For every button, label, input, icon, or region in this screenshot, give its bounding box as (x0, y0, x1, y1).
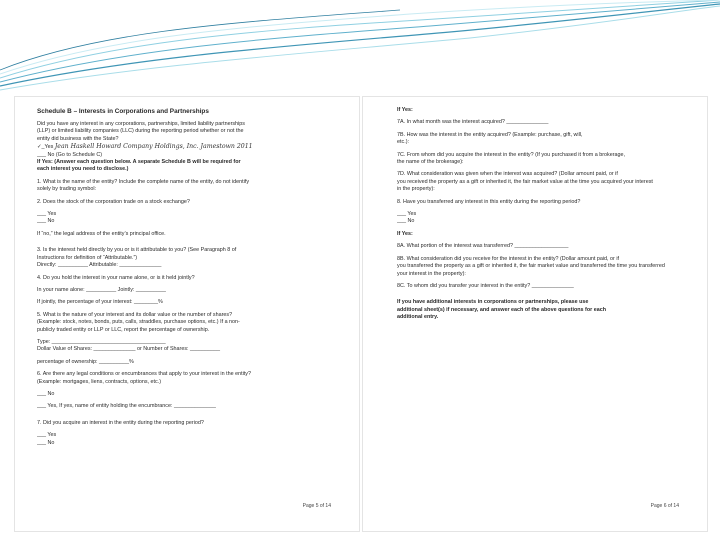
additional-interests-note: If you have additional interests in corporations or partnerships, please use (397, 299, 589, 306)
page-footer: Page 6 of 14 (650, 503, 679, 509)
intro-question-line: entity did business with the State? (37, 135, 119, 142)
q8-no: ___ No (397, 218, 415, 225)
question-8b: 8B. What consideration did you receive for the interest in the entity? (Dollar amount paid, or if (397, 255, 620, 262)
additional-interests-note: additional sheet(s) if necessary, and answer each of the above questions for each (397, 306, 606, 313)
additional-interests-note: additional entry. (397, 314, 439, 321)
q2-no: ___ No (37, 218, 55, 225)
q6-yes: ___ Yes, If yes, name of entity holding the encumbrance: ______________ (37, 403, 216, 410)
question-8: 8. Have you transferred any interest in this entity during the reporting period? (397, 198, 581, 205)
q5-type-line: Type: ______________________________________ (37, 338, 166, 345)
question-8c: 8C. To whom did you transfer your interest in the entity? ______________ (397, 282, 574, 289)
yes-label: Yes (44, 144, 54, 151)
question-3: Instructions for definition of “Attributable.”) (37, 254, 138, 261)
if-yes-heading: If Yes: (397, 230, 413, 237)
q5-value-line: Dollar Value of Shares: ______________ or Number of Shares: __________ (37, 346, 221, 353)
question-7c: the name of the brokerage): (397, 159, 464, 166)
page-footer: Page 5 of 14 (302, 503, 331, 509)
question-6: 6. Are there any legal conditions or encumbrances that apply to your interest in the entity? (37, 371, 251, 378)
handwritten-entry: Jean Haskell Howard Company Holdings, Inc. Jamestown 2011 (54, 143, 253, 151)
if-yes-instruction: If Yes: (Answer each question below. A separate Schedule B will be required for (37, 159, 241, 166)
question-5: (Example: stock, notes, bonds, puts, calls, straddles, purchase options, etc.) If a non- (37, 319, 240, 326)
schedule-b-title: Schedule B – Interests in Corporations and Partnerships (37, 108, 209, 115)
question-1: 1. What is the name of the entity? Include the complete name of the entity, do not identify (37, 178, 250, 185)
question-1: solely by trading symbol: (37, 186, 97, 193)
no-answer-line: ___ No (Go to Schedule C) (37, 151, 103, 158)
question-7c: 7C. From whom did you acquire the interest in the entity? (If you purchased it from a brokerage, (397, 151, 626, 158)
question-5: publicly traded entity or LLP or LLC, report the percentage of ownership. (37, 326, 210, 333)
q7-yes: ___ Yes (37, 432, 57, 439)
q2-if-no: If “no,” the legal address of the entity’s principal office. (37, 230, 166, 237)
question-4: 4. Do you hold the interest in your name alone, or is it held jointly? (37, 274, 195, 281)
yes-answer-line: ✓_Yes Jean Haskell Howard Company Holdings, Inc. Jamestown 2011 (37, 143, 253, 151)
question-3: 3. Is the interest held directly by you or is it attributable to you? (See Paragraph 8 of (37, 247, 237, 254)
document-page-5 (14, 96, 360, 532)
q6-no: ___ No (37, 390, 55, 397)
intro-question-line: (LLP) or limited liability companies (LLC) during the reporting period whether or not the (37, 128, 244, 135)
question-7b: 7B. How was the interest in the entity acquired? (Example: purchase, gift, will, (397, 131, 583, 138)
question-7d: you received the property as a gift or inherited it, the fair market value at the time you acquired your interest (397, 178, 653, 185)
header-wave-decoration (0, 0, 720, 95)
q4-name-line: In your name alone: __________ Jointly: __________ (37, 286, 166, 293)
question-8b: you transferred the property as a gift or inherited it, the fair market value and transferred the time you transferred (397, 263, 665, 270)
if-yes-heading: If Yes: (397, 107, 413, 113)
question-7b: etc.): (397, 139, 409, 146)
question-7a: 7A. In what month was the interest acquired? ______________ (397, 119, 549, 126)
q3-directly-line: Directly: __________ Attributable: ______________ (37, 262, 162, 269)
question-8b: your interest in the property): (397, 270, 466, 277)
q5-percentage-line: percentage of ownership: __________% (37, 358, 134, 365)
q2-yes: ___ Yes (37, 211, 57, 218)
if-yes-instruction: each interest you need to disclose.) (37, 166, 129, 173)
question-7d: in the property): (397, 186, 435, 193)
question-5: 5. What is the nature of your interest and its dollar value or the number of shares? (37, 311, 233, 318)
question-7: 7. Did you acquire an interest in the entity during the reporting period? (37, 419, 204, 426)
q8-yes: ___ Yes (397, 211, 417, 218)
q7-no: ___ No (37, 439, 55, 446)
intro-question-line: Did you have any interest in any corporations, partnerships, limited liability partnerships (37, 121, 245, 127)
question-2: 2. Does the stock of the corporation trade on a stock exchange? (37, 198, 190, 205)
question-6: (Example: mortgages, liens, contracts, options, etc.) (37, 378, 162, 385)
question-8a: 8A. What portion of the interest was transferred? __________________ (397, 243, 569, 250)
q4-percentage-line: If jointly, the percentage of your interest: ________% (37, 299, 163, 306)
question-7d: 7D. What consideration was given when the interest was acquired? (Dollar amount paid, or if (397, 171, 618, 178)
document-page-6 (362, 96, 708, 532)
